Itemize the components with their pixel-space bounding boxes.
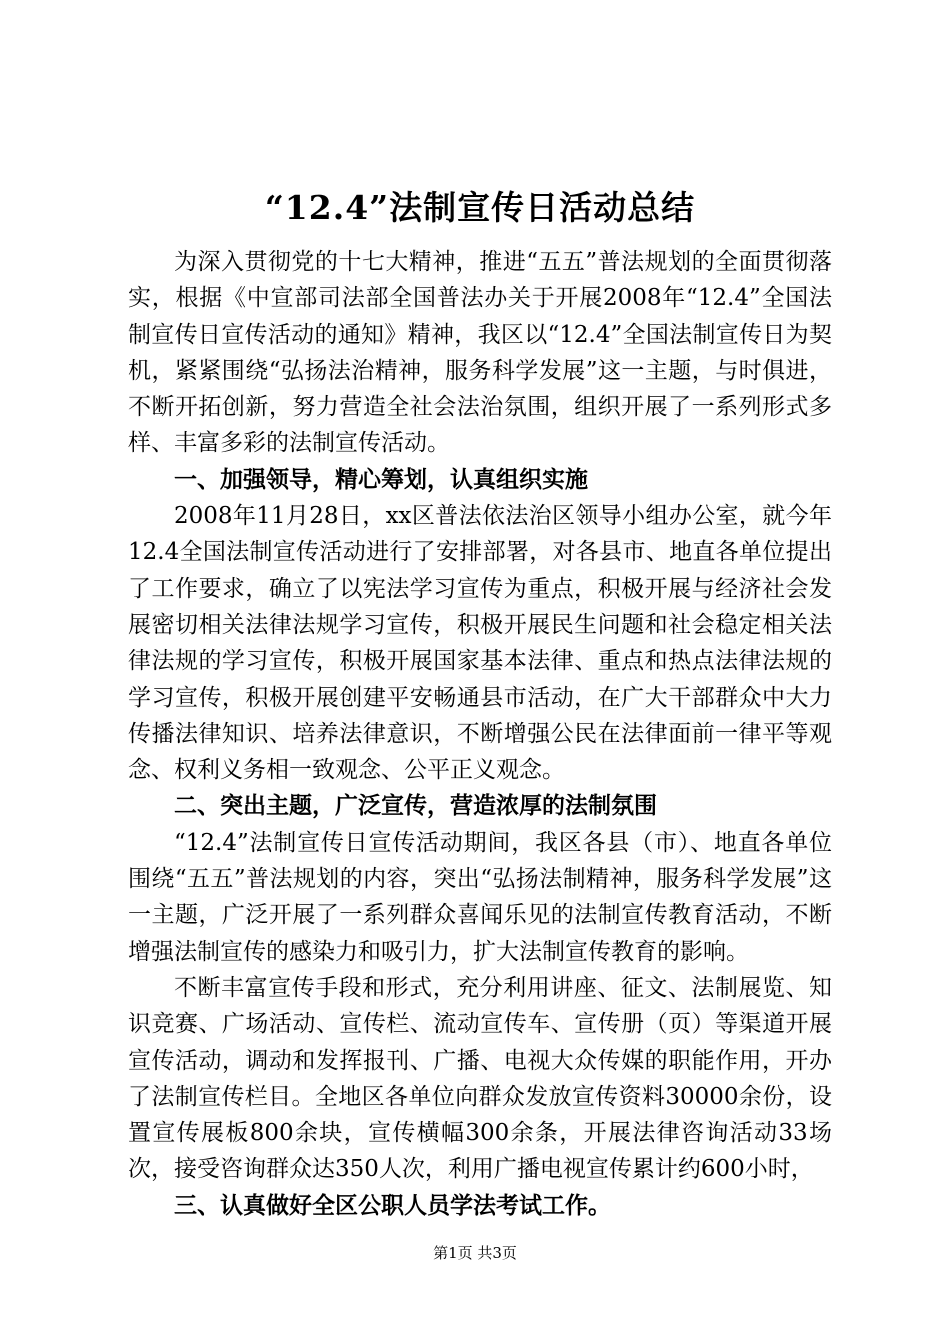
section-heading-1: 一、加强领导，精心筹划，认真组织实施 <box>174 466 588 493</box>
section-1-paragraph: 2008年11月28日，xx区普法依法治区领导小组办公室，就今年12.4全国法制宣传活动进行了安排部署，对各县市、地直各单位提出了工作要求，确立了以宪法学习宣传为重点，积极开展与经济社会发展密切相关法律法规学习宣传，积极开展民生问题和社会稳定相关法律法规的学习宣传，积极开展国家基本法律、重点和热点法律法规的学习宣传，积极开展创建平安畅通县市活动，在广大干部群众中大力传播法律知识、培养法律意识，不断增强公民在法律面前一律平等观念、权利义务相一致观念、公平正义观念。 <box>128 503 832 784</box>
document-page <box>128 180 832 1224</box>
intro-paragraph: 为深入贯彻党的十七大精神，推进“五五”普法规划的全面贯彻落实，根据《中宣部司法部全国普法办关于开展2008年“12.4”全国法制宣传日宣传活动的通知》精神，我区以“12.4”全国法制宣传日为契机，紧紧围绕“弘扬法治精神，服务科学发展”这一主题，与时俱进，不断开拓创新，努力营造全社会法治氛围，组织开展了一系列形式多样、丰富多彩的法制宣传活动。 <box>128 249 832 457</box>
section-heading-2: 二、突出主题，广泛宣传，营造浓厚的法制氛围 <box>174 793 657 820</box>
section-2-paragraph-2: 不断丰富宣传手段和形式，充分利用讲座、征文、法制展览、知识竞赛、广场活动、宣传栏、流动宣传车、宣传册（页）等渠道开展宣传活动，调动和发挥报刊、广播、电视大众传媒的职能作用，开办了法制宣传栏目。全地区各单位向群众发放宣传资料30000余份，设置宣传展板800余块，宣传横幅300余条，开展法律咨询活动33场次，接受咨询群众达350人次，利用广播电视宣传累计约600小时， <box>128 974 832 1183</box>
page-number: 第1页 共3页 <box>433 1244 517 1262</box>
section-heading-3: 三、认真做好全区公职人员学法考试工作。 <box>174 1192 611 1219</box>
document-title: “12.4”法制宣传日活动总结 <box>264 188 696 227</box>
section-2-paragraph-1: “12.4”法制宣传日宣传活动期间，我区各县（市）、地直各单位围绕“五五”普法规划的内容，突出“弘扬法制精神，服务科学发展”这一主题，广泛开展了一系列群众喜闻乐见的法制宣传教育活动，不断增强法制宣传的感染力和吸引力，扩大法制宣传教育的影响。 <box>128 829 832 965</box>
